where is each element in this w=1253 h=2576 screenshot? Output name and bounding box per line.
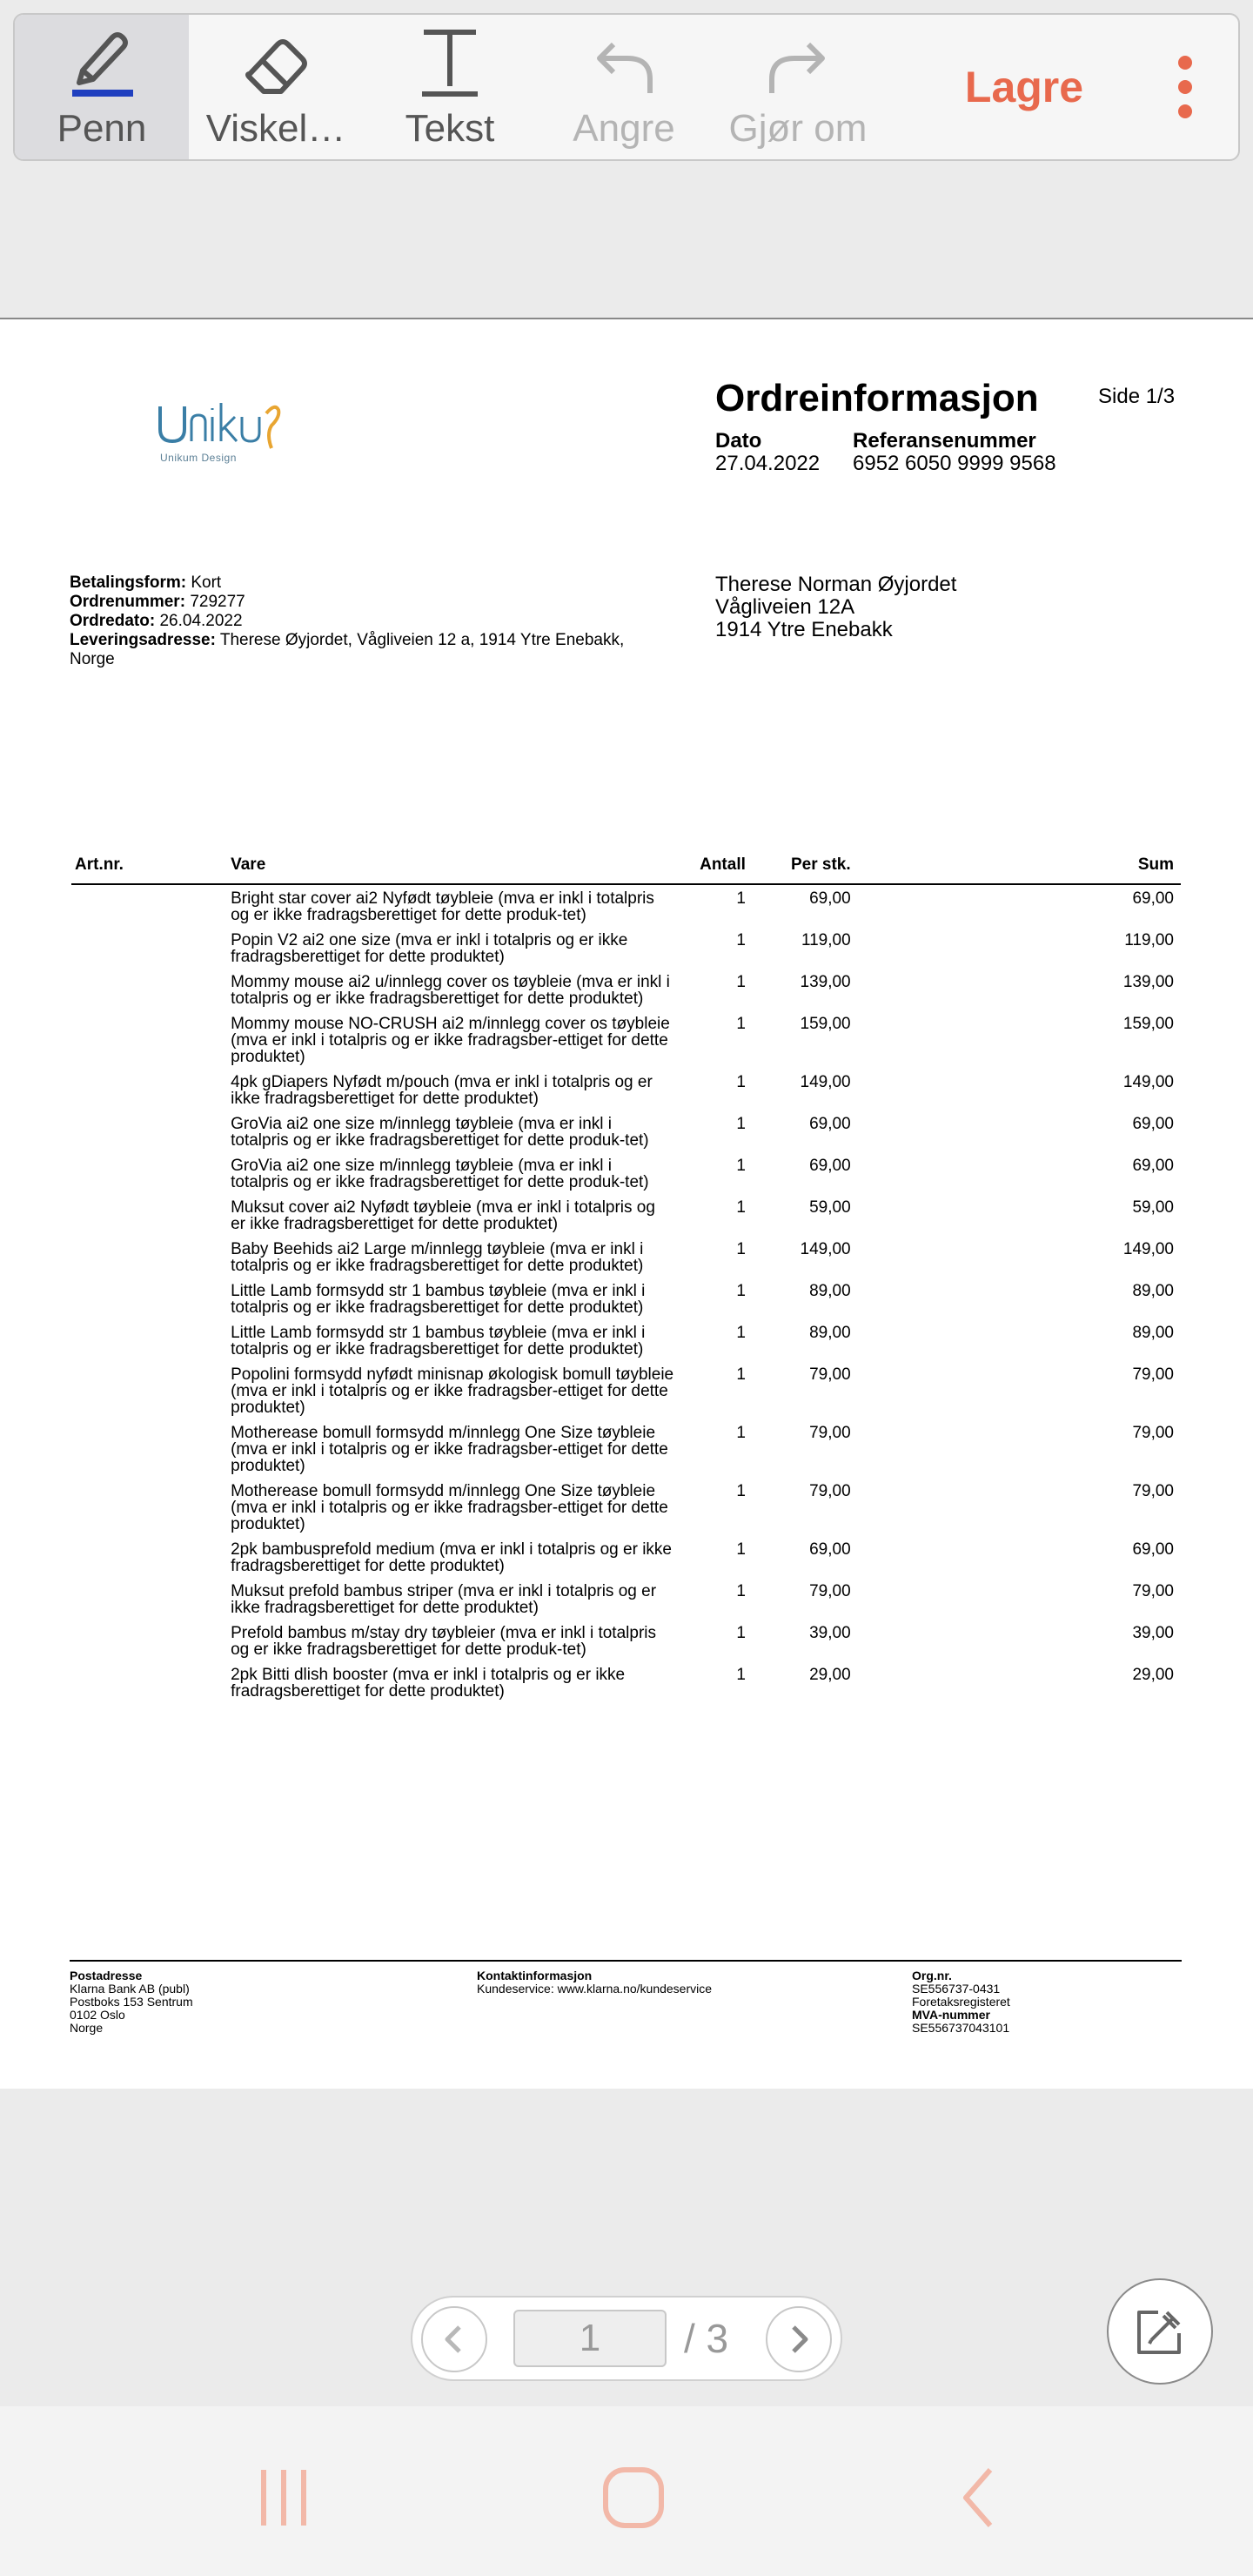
order-items-body: [71, 884, 1181, 1705]
item-unit-price-cell: 69,00: [809, 1115, 851, 1133]
item-description-cell: Mommy mouse ai2 u/innlegg cover os tøybleie (mva er inkl i totalpris og er ikke fradragsberettiget for dette produktet): [231, 973, 670, 1008]
footer-postal-line: Klarna Bank AB (publ): [70, 1982, 190, 1996]
column-header-vare: Vare: [227, 850, 680, 884]
item-quantity-cell: 1: [736, 1157, 746, 1175]
item-quantity-cell: 1: [736, 1582, 746, 1600]
previous-page-button[interactable]: [421, 2306, 487, 2372]
item-unit-price-cell: 79,00: [809, 1424, 851, 1442]
chevron-right-icon: [781, 2322, 816, 2357]
item-sum-cell: 149,00: [1122, 1240, 1174, 1258]
home-button[interactable]: [590, 2454, 677, 2541]
item-art-cell: [71, 1070, 227, 1112]
recipient-name: Therese Norman Øyjordet: [715, 573, 957, 596]
item-quantity-cell: 1: [736, 1365, 746, 1384]
item-sum-cell: 29,00: [1132, 1666, 1174, 1684]
toolbar-area: [0, 0, 1253, 318]
reference-value: 6952 6050 9999 9568: [853, 452, 1056, 475]
home-icon: [599, 2463, 668, 2532]
eraser-icon: [239, 15, 312, 98]
item-description-cell: 2pk bambusprefold medium (mva er inkl i totalpris og er ikke fradragsberettiget for dette produktet): [231, 1540, 672, 1575]
item-art-cell: [71, 1663, 227, 1705]
item-unit-price-cell: 79,00: [809, 1482, 851, 1500]
item-description-cell: 4pk gDiapers Nyfødt m/pouch (mva er inkl i totalpris og er ikke fradragsberettiget for dette produktet): [231, 1073, 653, 1108]
item-art-cell: [71, 1479, 227, 1538]
item-description-cell: Mommy mouse NO-CRUSH ai2 m/innlegg cover os tøybleie (mva er inkl i totalpris og er ikke fradragsber-ettiget for dette produktet): [231, 1015, 670, 1066]
table-row: [71, 1279, 1181, 1321]
annotate-button[interactable]: [1107, 2278, 1213, 2385]
order-number-line: [70, 593, 626, 612]
item-quantity-cell: 1: [736, 931, 746, 949]
pen-icon: [67, 15, 137, 98]
payment-label: Betalingsform:: [70, 574, 187, 592]
item-sum-cell: 89,00: [1132, 1282, 1174, 1300]
item-description-cell: GroVia ai2 one size m/innlegg tøybleie (mva er inkl i totalpris og er ikke fradragsberettiget for dette produk-tet): [231, 1115, 649, 1150]
document-page: [0, 318, 1253, 2089]
footer-org-line: SE556737-0431: [912, 1982, 1001, 1996]
item-quantity-cell: 1: [736, 1198, 746, 1217]
footer-postal-line: Norge: [70, 2021, 104, 2035]
item-unit-price-cell: 69,00: [809, 889, 851, 908]
item-unit-price-cell: 139,00: [800, 973, 851, 991]
item-art-cell: [71, 1321, 227, 1363]
item-description-cell: Little Lamb formsydd str 1 bambus tøybleie (mva er inkl i totalpris og er ikke fradragsberettiget for dette produktet): [231, 1282, 646, 1317]
item-sum-cell: 69,00: [1132, 1115, 1174, 1133]
table-row: [71, 1112, 1181, 1154]
item-sum-cell: 69,00: [1132, 1157, 1174, 1175]
recipient-address: [715, 574, 956, 641]
page-navigator: [411, 2296, 842, 2381]
item-description-cell: Little Lamb formsydd str 1 bambus tøybleie (mva er inkl i totalpris og er ikke fradragsberettiget for dette produktet): [231, 1324, 646, 1358]
item-unit-price-cell: 29,00: [809, 1666, 851, 1684]
item-unit-price-cell: 69,00: [809, 1157, 851, 1175]
item-quantity-cell: 1: [736, 1424, 746, 1442]
footer-contact-line: Kundeservice: www.klarna.no/kundeservice: [477, 1982, 713, 1996]
item-sum-cell: 79,00: [1132, 1482, 1174, 1500]
table-row: [71, 1621, 1181, 1663]
item-art-cell: [71, 1012, 227, 1070]
footer-postal-line: 0102 Oslo: [70, 2008, 125, 2022]
item-quantity-cell: 1: [736, 1115, 746, 1133]
table-row: [71, 884, 1181, 929]
item-quantity-cell: 1: [736, 973, 746, 991]
item-unit-price-cell: 149,00: [800, 1240, 851, 1258]
table-row: [71, 970, 1181, 1012]
recipient-city: 1914 Ytre Enebakk: [715, 618, 893, 641]
item-description-cell: Muksut cover ai2 Nyfødt tøybleie (mva er inkl i totalpris og er ikke fradragsberettiget for dette produktet): [231, 1198, 655, 1233]
table-row: [71, 1580, 1181, 1621]
undo-label: Angre: [573, 107, 675, 150]
reference-label: Referansenummer: [853, 429, 1036, 453]
payment-line: [70, 574, 626, 593]
page-title: Ordreinformasjon: [715, 377, 1039, 419]
item-unit-price-cell: 159,00: [800, 1015, 851, 1033]
item-sum-cell: 59,00: [1132, 1198, 1174, 1217]
footer-org-title: Org.nr.: [912, 1969, 952, 1982]
delivery-value: Therese Øyjordet, Vågliveien 12 a, 1914 Ytre Enebakk, Norge: [70, 631, 625, 668]
item-unit-price-cell: 59,00: [809, 1198, 851, 1217]
item-art-cell: [71, 1621, 227, 1663]
back-icon: [954, 2463, 1006, 2532]
item-quantity-cell: 1: [736, 1073, 746, 1091]
item-sum-cell: 89,00: [1132, 1324, 1174, 1342]
item-art-cell: [71, 1154, 227, 1196]
order-date-label: Ordredato:: [70, 612, 156, 630]
table-row: [71, 1538, 1181, 1580]
page-number-label: Side 1/3: [1098, 385, 1176, 408]
footer-postal: [70, 1969, 193, 2035]
undo-icon: [589, 15, 659, 98]
order-number-label: Ordrenummer:: [70, 593, 186, 611]
text-label: Tekst: [405, 107, 495, 150]
chevron-left-icon: [437, 2322, 472, 2357]
item-unit-price-cell: 149,00: [800, 1073, 851, 1091]
item-description-cell: Bright star cover ai2 Nyfødt tøybleie (mva er inkl i totalpris og er ikke fradragsberettiget for dette produk-tet): [231, 889, 654, 924]
item-art-cell: [71, 1279, 227, 1321]
item-sum-cell: 159,00: [1122, 1015, 1174, 1033]
save-button[interactable]: Lagre: [964, 63, 1084, 111]
recipient-street: Vågliveien 12A: [715, 595, 855, 619]
text-icon: [415, 15, 485, 98]
item-sum-cell: 69,00: [1132, 889, 1174, 908]
column-header-sum: Sum: [858, 850, 1181, 884]
system-navigation-bar: [0, 2406, 1253, 2576]
item-description-cell: Popin V2 ai2 one size (mva er inkl i totalpris og er ikke fradragsberettiget for dette produktet): [231, 931, 628, 966]
delivery-line: [70, 631, 626, 669]
order-items-table: [71, 850, 1181, 1705]
pen-label: Penn: [57, 107, 147, 150]
table-row: [71, 1070, 1181, 1112]
item-description-cell: 2pk Bitti dlish booster (mva er inkl i totalpris og er ikke fradragsberettiget for dette produktet): [231, 1666, 626, 1701]
recents-button[interactable]: [240, 2454, 327, 2541]
eraser-tool-button[interactable]: [189, 15, 363, 159]
next-page-button[interactable]: [766, 2306, 832, 2372]
logo-text: Unikum Design: [160, 452, 237, 464]
item-description-cell: Baby Beehids ai2 Large m/innlegg tøybleie (mva er inkl i totalpris og er ikke fradragsberettiget for dette produktet): [231, 1240, 644, 1275]
item-quantity-cell: 1: [736, 1282, 746, 1300]
item-art-cell: [71, 1238, 227, 1279]
footer-vat-title: MVA-nummer: [912, 2008, 990, 2022]
more-dot: [1178, 104, 1192, 118]
item-sum-cell: 39,00: [1132, 1624, 1174, 1642]
annotate-icon: [1132, 2304, 1188, 2359]
order-date-line: [70, 612, 626, 631]
item-unit-price-cell: 79,00: [809, 1365, 851, 1384]
item-quantity-cell: 1: [736, 889, 746, 908]
item-description-cell: GroVia ai2 one size m/innlegg tøybleie (mva er inkl i totalpris og er ikke fradragsberettiget for dette produk-tet): [231, 1157, 649, 1191]
footer-vat-line: SE556737043101: [912, 2021, 1010, 2035]
column-header-art: Art.nr.: [71, 850, 227, 884]
footer-divider: [70, 1960, 1182, 1962]
table-header-row: [71, 850, 1181, 884]
item-quantity-cell: 1: [736, 1015, 746, 1033]
item-sum-cell: 69,00: [1132, 1540, 1174, 1559]
more-vertical-icon[interactable]: [1146, 15, 1224, 159]
item-art-cell: [71, 1196, 227, 1238]
order-date-value: 26.04.2022: [159, 612, 243, 630]
text-tool-button[interactable]: [363, 15, 537, 159]
item-description-cell: Popolini formsydd nyfødt minisnap økologisk bomull tøybleie (mva er inkl i totalpris og er ikke fradragsber-ettiget for dette produktet): [231, 1365, 674, 1417]
item-art-cell: [71, 1363, 227, 1421]
date-value: 27.04.2022: [715, 452, 821, 475]
item-description-cell: Muksut prefold bambus striper (mva er inkl i totalpris og er ikke fradragsberettiget for dette produktet): [231, 1582, 657, 1617]
table-row: [71, 1196, 1181, 1238]
order-number-value: 729277: [190, 593, 245, 611]
table-row: [71, 1421, 1181, 1479]
table-row: [71, 1363, 1181, 1421]
delivery-label: Leveringsadresse:: [70, 631, 216, 649]
back-button[interactable]: [936, 2454, 1023, 2541]
item-description-cell: Prefold bambus m/stay dry tøybleier (mva er inkl i totalpris og er ikke fradragsberettiget for dette produk-tet): [231, 1624, 656, 1659]
item-unit-price-cell: 89,00: [809, 1324, 851, 1342]
redo-icon: [763, 15, 833, 98]
item-art-cell: [71, 1112, 227, 1154]
footer-contact-title: Kontaktinformasjon: [477, 1969, 593, 1982]
more-dot: [1178, 56, 1192, 70]
item-sum-cell: 79,00: [1132, 1582, 1174, 1600]
item-art-cell: [71, 929, 227, 970]
item-unit-price-cell: 69,00: [809, 1540, 851, 1559]
table-row: [71, 1154, 1181, 1196]
item-quantity-cell: 1: [736, 1624, 746, 1642]
item-unit-price-cell: 89,00: [809, 1282, 851, 1300]
table-row: [71, 1238, 1181, 1279]
date-label: Dato: [715, 429, 762, 453]
table-row: [71, 1321, 1181, 1363]
item-quantity-cell: 1: [736, 1666, 746, 1684]
page-total-label: / 3: [684, 2316, 729, 2361]
item-quantity-cell: 1: [736, 1482, 746, 1500]
column-header-antall: Antall: [680, 850, 753, 884]
editing-toolbar: [13, 13, 1240, 161]
footer-postal-line: Postboks 153 Sentrum: [70, 1995, 193, 2009]
undo-button[interactable]: [537, 15, 711, 159]
recents-icon: [253, 2463, 314, 2532]
table-row: [71, 1479, 1181, 1538]
item-art-cell: [71, 1421, 227, 1479]
redo-button[interactable]: [711, 15, 885, 159]
item-sum-cell: 79,00: [1132, 1424, 1174, 1442]
item-unit-price-cell: 119,00: [801, 931, 851, 949]
eraser-label: Viskel…: [205, 107, 346, 150]
more-dot: [1178, 80, 1192, 94]
item-sum-cell: 79,00: [1132, 1365, 1174, 1384]
company-logo: [155, 398, 285, 485]
payment-value: Kort: [191, 574, 222, 592]
column-header-per: Per stk.: [753, 850, 858, 884]
item-description-cell: Motherease bomull formsydd m/innlegg One Size tøybleie (mva er inkl i totalpris og er ikke fradragsber-ettiget for dette produktet): [231, 1482, 668, 1533]
redo-label: Gjør om: [728, 107, 868, 150]
footer-org: [912, 1969, 1010, 2035]
footer-contact: [477, 1969, 712, 1996]
item-sum-cell: 119,00: [1124, 931, 1174, 949]
table-row: [71, 1012, 1181, 1070]
viewer-bottom-area: [0, 2089, 1253, 2406]
item-unit-price-cell: 39,00: [809, 1624, 851, 1642]
item-description-cell: Motherease bomull formsydd m/innlegg One Size tøybleie (mva er inkl i totalpris og er ikke fradragsber-ettiget for dette produktet): [231, 1424, 668, 1475]
item-quantity-cell: 1: [736, 1540, 746, 1559]
page-number-input[interactable]: 1: [513, 2310, 667, 2367]
item-art-cell: [71, 1580, 227, 1621]
item-unit-price-cell: 79,00: [809, 1582, 851, 1600]
pen-tool-button[interactable]: [15, 15, 189, 159]
item-art-cell: [71, 884, 227, 929]
item-sum-cell: 149,00: [1122, 1073, 1174, 1091]
table-row: [71, 929, 1181, 970]
footer-postal-title: Postadresse: [70, 1969, 143, 1982]
order-details: [70, 574, 626, 669]
table-row: [71, 1663, 1181, 1705]
item-quantity-cell: 1: [736, 1324, 746, 1342]
item-sum-cell: 139,00: [1122, 973, 1174, 991]
item-quantity-cell: 1: [736, 1240, 746, 1258]
item-art-cell: [71, 1538, 227, 1580]
footer-org-line: Foretaksregisteret: [912, 1995, 1010, 2009]
item-art-cell: [71, 970, 227, 1012]
logo-mark-icon: [155, 398, 285, 450]
